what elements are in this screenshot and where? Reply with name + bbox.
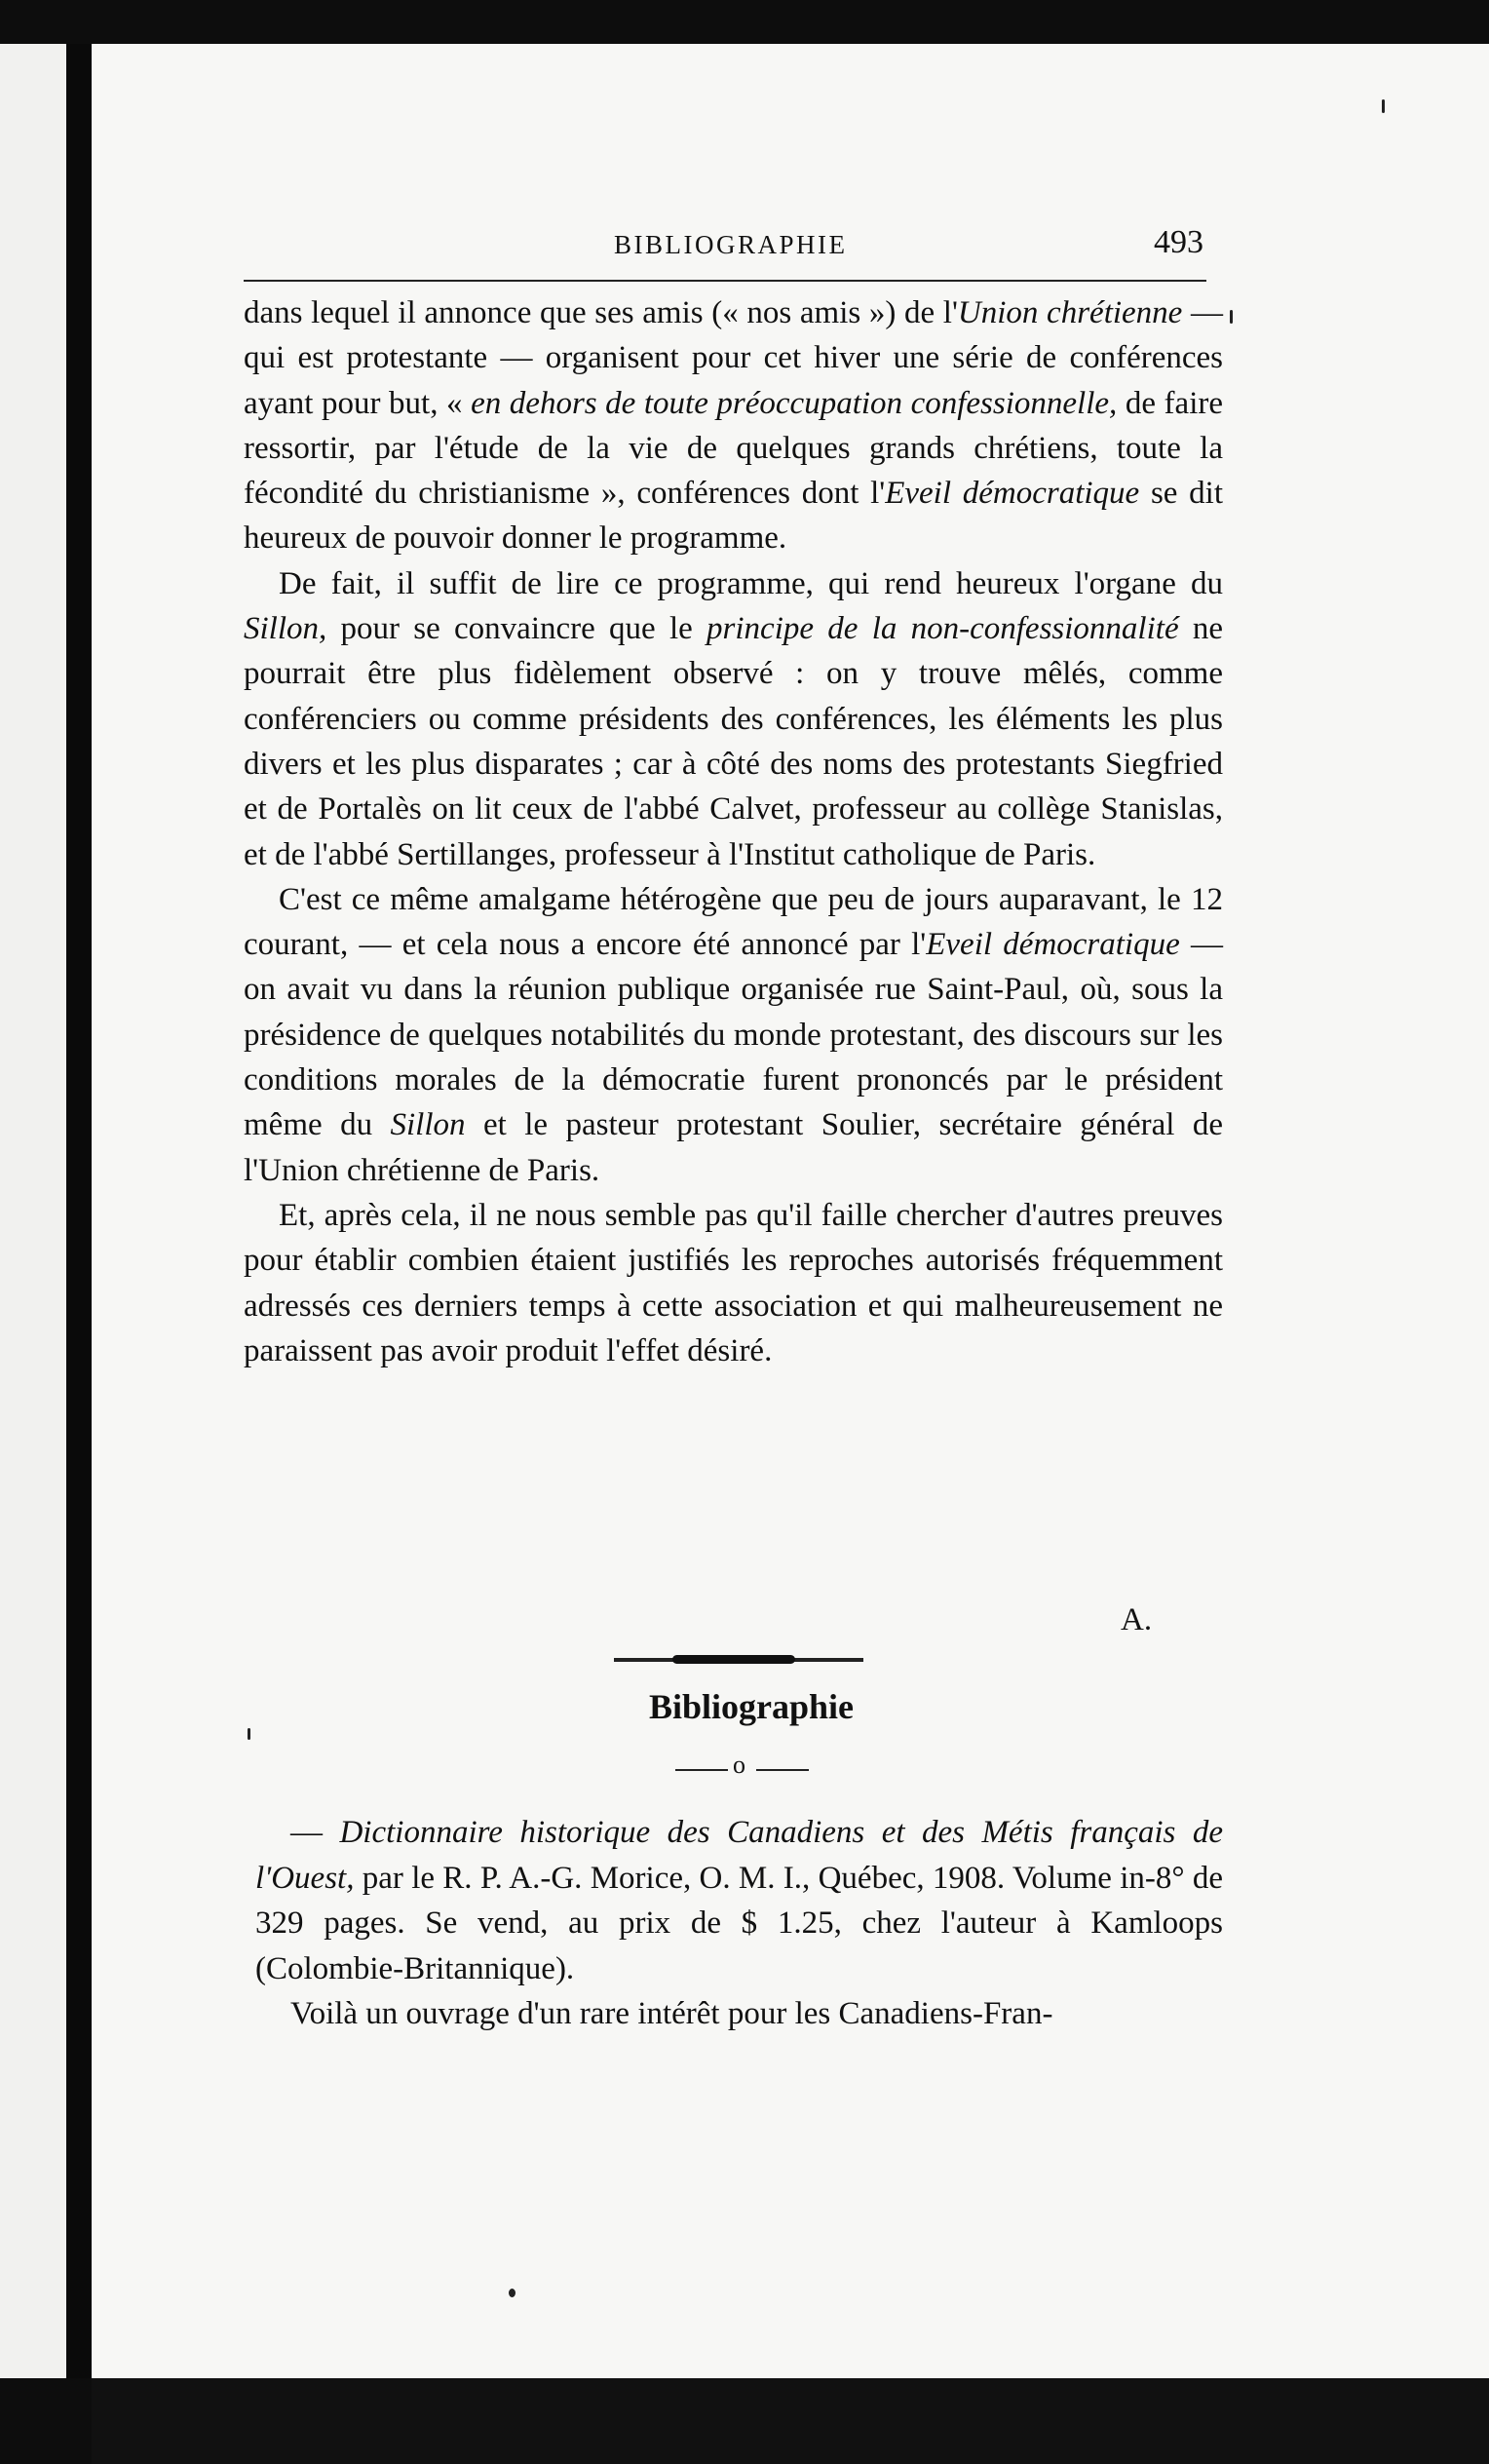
text-run: — on avait vu dans la réunion publique organisée rue Saint-Paul, où, sous la présidence de quelques notabilités du monde protestant, des discours sur les conditions morales de la démocratie furent prononcés par le président même du [244,927,1224,1143]
entry-paragraph-1 [255,1810,1223,1991]
text-run: par le R. P. A.-G. Morice, O. M. I., Québec, 1908. Volume in-8° de 329 pages. Se vend, au prix de $ 1.25, chez l'auteur à Kamloops (Colombie-Britannique). [255,1860,1223,1986]
paragraph-1 [244,290,1223,561]
author-signature: A. [1121,1602,1153,1637]
italic-run: Sillon, [244,611,327,647]
separator-glyph: o [733,1751,745,1779]
scan-speck [509,2289,515,2297]
scan-speck [248,1728,250,1740]
book-title: Dictionnaire historique des Canadiens et des Métis français de l'Ouest, [255,1815,1223,1896]
scan-speck [1230,310,1233,324]
running-title: BIBLIOGRAPHIE [614,230,848,259]
separator-left-dash [675,1769,728,1771]
article-continuation [244,290,1223,1373]
italic-run: principe de la non-confessionnalité [706,611,1179,647]
paragraph-2 [244,561,1223,877]
separator-right-dash [756,1769,809,1771]
paragraph-4: Et, après cela, il ne nous semble pas qu'il faille chercher d'autres preuves pour établir combien étaient justifiés les reproches autorisés fréquemment adressés ces derniers temps à cette association et qui malheureusement ne paraissent pas avoir produit l'effet désiré. [244,1197,1223,1368]
text-run: C'est ce même amalgame hétérogène que peu de jours auparavant, le 12 courant, — et cela nous a encore été annoncé par l' [244,881,1223,963]
text-run: et le pasteur protestant Soulier, secrétaire général de l'Union chrétienne de Paris. [244,1107,1223,1188]
text-run: se dit heureux de pouvoir donner le programme. [244,476,1223,557]
text-run: de faire ressortir, par l'étude de la vie de quelques grands chrétiens, toute la fécondité du christianisme », conférences dont l' [244,385,1223,512]
book-gutter [66,44,92,2378]
header-rule [244,280,1206,282]
text-run: — [290,1815,340,1850]
italic-run: Eveil démocratique [885,476,1140,512]
adjacent-page-edge [0,44,66,2378]
text-run: — qui est protestante — organisent pour cet hiver une série de conférences ayant pour but, « [244,295,1223,421]
italic-run: Sillon [390,1107,466,1143]
running-header [151,224,1223,263]
page-bottom-shadow [92,2378,1489,2464]
page-number: 493 [1154,224,1203,260]
paragraph-3 [244,877,1223,1193]
italic-run: Eveil démocratique [926,927,1180,963]
bibliography-entry [255,1810,1223,2037]
text-run: ne pourrait être plus fidèlement observé : on y trouve mêlés, comme conférenciers ou comme présidents des conférences, les éléments les plus divers et les plus disparates ; car à côté des noms des protestants Siegfried et de Portalès on lit ceux de l'abbé Calvet, professeur au collège Stanislas, et de l'abbé Sertillanges, professeur à l'Institut catholique de Paris. [244,611,1224,872]
text-run: De fait, il suffit de lire ce programme, qui rend heureux l'organe du [279,565,1223,601]
italic-run: Union chrétienne [957,295,1183,330]
section-heading: Bibliographie [648,1687,855,1726]
text-run: pour se convaincre que le [326,611,707,647]
text-run: dans lequel il annonce que ses amis (« nos amis ») de l' [244,295,958,330]
scan-speck [1382,99,1385,113]
italic-run: en dehors de toute préoccupation confessionnelle, [471,385,1118,421]
entry-paragraph-2: Voilà un ouvrage d'un rare intérêt pour les Canadiens-Fran- [290,1996,1053,2031]
section-ornament-center [672,1655,795,1664]
